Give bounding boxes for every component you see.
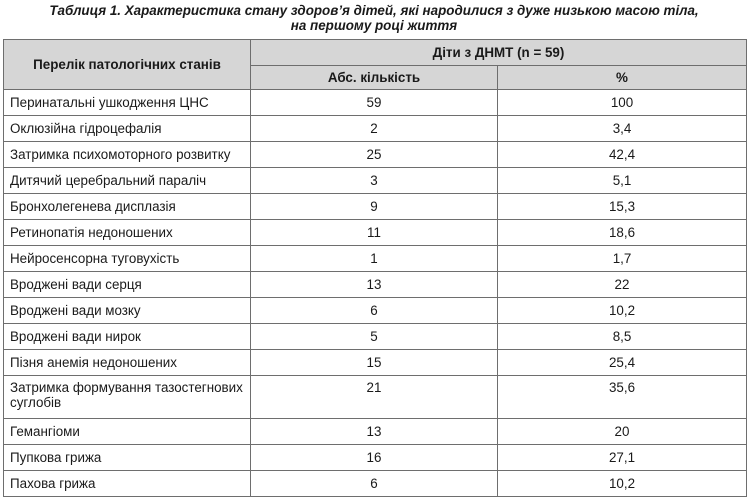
- row-condition-name: Затримка формування тазостегнових суглобів: [4, 376, 251, 419]
- header-group-vlbw-children: Діти з ДНМТ (n = 59): [251, 40, 747, 66]
- row-condition-name: Пізня анемія недоношених: [4, 350, 251, 376]
- row-percent: 35,6: [498, 376, 747, 419]
- table-row: [4, 90, 747, 116]
- table-row: [4, 298, 747, 324]
- table-caption: [0, 3, 748, 33]
- row-absolute-count: 21: [251, 376, 498, 419]
- row-absolute-count: 25: [251, 142, 498, 168]
- row-absolute-count: 6: [251, 298, 498, 324]
- table-row: [4, 246, 747, 272]
- header-pathology-list: Перелік патологічних станів: [4, 40, 251, 90]
- row-percent: 3,4: [498, 116, 747, 142]
- row-absolute-count: 1: [251, 246, 498, 272]
- row-percent: 22: [498, 272, 747, 298]
- row-condition-name: Вроджені вади серця: [4, 272, 251, 298]
- row-absolute-count: 3: [251, 168, 498, 194]
- row-condition-name: Пупкова грижа: [4, 445, 251, 471]
- row-percent: 15,3: [498, 194, 747, 220]
- table-row: [4, 194, 747, 220]
- row-percent: 8,5: [498, 324, 747, 350]
- row-percent: 1,7: [498, 246, 747, 272]
- row-absolute-count: 13: [251, 419, 498, 445]
- table-row: [4, 272, 747, 298]
- table-row: [4, 116, 747, 142]
- row-condition-name: Вроджені вади нирок: [4, 324, 251, 350]
- row-percent: 27,1: [498, 445, 747, 471]
- row-condition-name: Вроджені вади мозку: [4, 298, 251, 324]
- row-percent: 20: [498, 419, 747, 445]
- row-absolute-count: 59: [251, 90, 498, 116]
- table-row: [4, 168, 747, 194]
- row-condition-name: Бронхолегенева дисплазія: [4, 194, 251, 220]
- table-row: [4, 350, 747, 376]
- row-absolute-count: 13: [251, 272, 498, 298]
- row-condition-name: Затримка психомоторного розвитку: [4, 142, 251, 168]
- row-absolute-count: 5: [251, 324, 498, 350]
- row-absolute-count: 9: [251, 194, 498, 220]
- caption-line-1: Таблиця 1. Характеристика стану здоров’я дітей, які народилися з дуже низькою масою тіла,: [49, 3, 699, 18]
- row-percent: 100: [498, 90, 747, 116]
- table-row: [4, 324, 747, 350]
- table-row: [4, 142, 747, 168]
- table-row: [4, 471, 747, 497]
- row-percent: 5,1: [498, 168, 747, 194]
- table-row: [4, 376, 747, 419]
- table-row: [4, 220, 747, 246]
- row-condition-name: Дитячий церебральний параліч: [4, 168, 251, 194]
- row-percent: 42,4: [498, 142, 747, 168]
- row-percent: 18,6: [498, 220, 747, 246]
- row-absolute-count: 15: [251, 350, 498, 376]
- row-condition-name: Ретинопатія недоношених: [4, 220, 251, 246]
- row-percent: 10,2: [498, 471, 747, 497]
- row-percent: 25,4: [498, 350, 747, 376]
- row-absolute-count: 11: [251, 220, 498, 246]
- table-row: [4, 445, 747, 471]
- row-condition-name: Перинатальні ушкодження ЦНС: [4, 90, 251, 116]
- row-condition-name: Пахова грижа: [4, 471, 251, 497]
- row-absolute-count: 16: [251, 445, 498, 471]
- row-percent: 10,2: [498, 298, 747, 324]
- health-status-table: [3, 39, 747, 497]
- header-percent: %: [498, 66, 747, 90]
- row-absolute-count: 2: [251, 116, 498, 142]
- row-condition-name: Оклюзійна гідроцефалія: [4, 116, 251, 142]
- row-absolute-count: 6: [251, 471, 498, 497]
- header-absolute-count: Абс. кількість: [251, 66, 498, 90]
- row-condition-name: Нейросенсорна туговухість: [4, 246, 251, 272]
- row-condition-name: Гемангіоми: [4, 419, 251, 445]
- caption-line-2: на першому році життя: [290, 18, 458, 33]
- table-row: [4, 419, 747, 445]
